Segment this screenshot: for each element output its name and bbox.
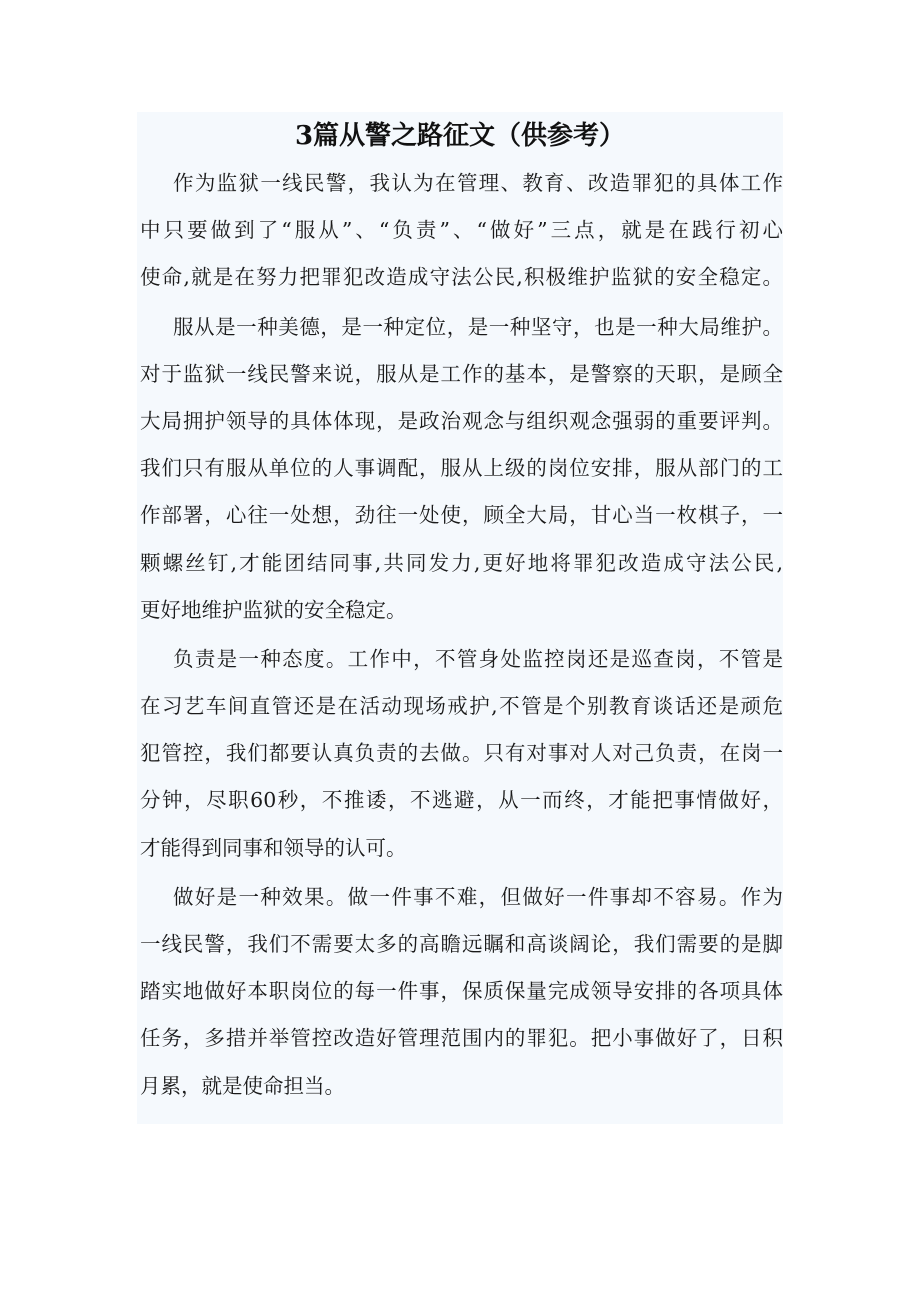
- paragraph: [140, 636, 783, 872]
- paragraph: [140, 160, 783, 302]
- text-line: 更好地维护监狱的安全稳定。: [140, 597, 407, 622]
- text-line: 才能得到同事和领导的认可。: [140, 835, 407, 860]
- document-body: [140, 160, 783, 1112]
- text-line: 犯管控，我们都要认真负责的去做。只有对事对人对己负责，在岗一: [140, 741, 783, 766]
- text-line: 我们只有服从单位的人事调配，服从上级的岗位安排，服从部门的工: [140, 456, 783, 481]
- paragraph: [140, 304, 783, 634]
- document-title: 3篇从警之路征文（供参考）: [294, 121, 626, 151]
- text-line: 颗螺丝钉,才能团结同事,共同发力,更好地将罪犯改造成守法公民,: [140, 550, 783, 575]
- text-line: 对于监狱一线民警来说，服从是工作的基本，是警察的天职，是顾全: [140, 361, 783, 386]
- text-line: 踏实地做好本职岗位的每一件事，保质保量完成领导安排的各项具体: [140, 979, 783, 1004]
- text-line: 作为监狱一线民警，我认为在管理、教育、改造罪犯的具体工作: [173, 171, 783, 195]
- text-line: 服从是一种美德，是一种定位，是一种坚守，也是一种大局维护。: [173, 314, 783, 339]
- text-line: 中只要做到了“服从”、“负责”、“做好”三点，就是在践行初心: [140, 218, 783, 243]
- text-line: 一线民警，我们不需要太多的高瞻远瞩和高谈阔论，我们需要的是脚: [140, 932, 783, 956]
- text-line: 作部署，心往一处想，劲往一处使，顾全大局，甘心当一枚棋子，一: [140, 503, 783, 528]
- text-line: 分钟，尽职60秒，不推诿，不逃避，从一而终，才能把事情做好，: [140, 788, 783, 813]
- text-line: 任务，多措并举管控改造好管理范围内的罪犯。把小事做好了，日积: [140, 1026, 783, 1051]
- text-line: 在习艺车间直管还是在活动现场戒护,不管是个别教育谈话还是顽危: [140, 694, 783, 719]
- text-line: 做好是一种效果。做一件事不难，但做好一件事却不容易。作为: [173, 884, 783, 909]
- text-line: 使命,就是在努力把罪犯改造成守法公民,积极维护监狱的安全稳定。: [140, 265, 783, 290]
- text-line: 大局拥护领导的具体体现，是政治观念与组织观念强弱的重要评判。: [140, 408, 783, 433]
- text-line: 月累，就是使命担当。: [140, 1073, 345, 1098]
- paragraph: [140, 874, 783, 1110]
- text-line: 负责是一种态度。工作中，不管身处监控岗还是巡查岗，不管是: [173, 646, 783, 671]
